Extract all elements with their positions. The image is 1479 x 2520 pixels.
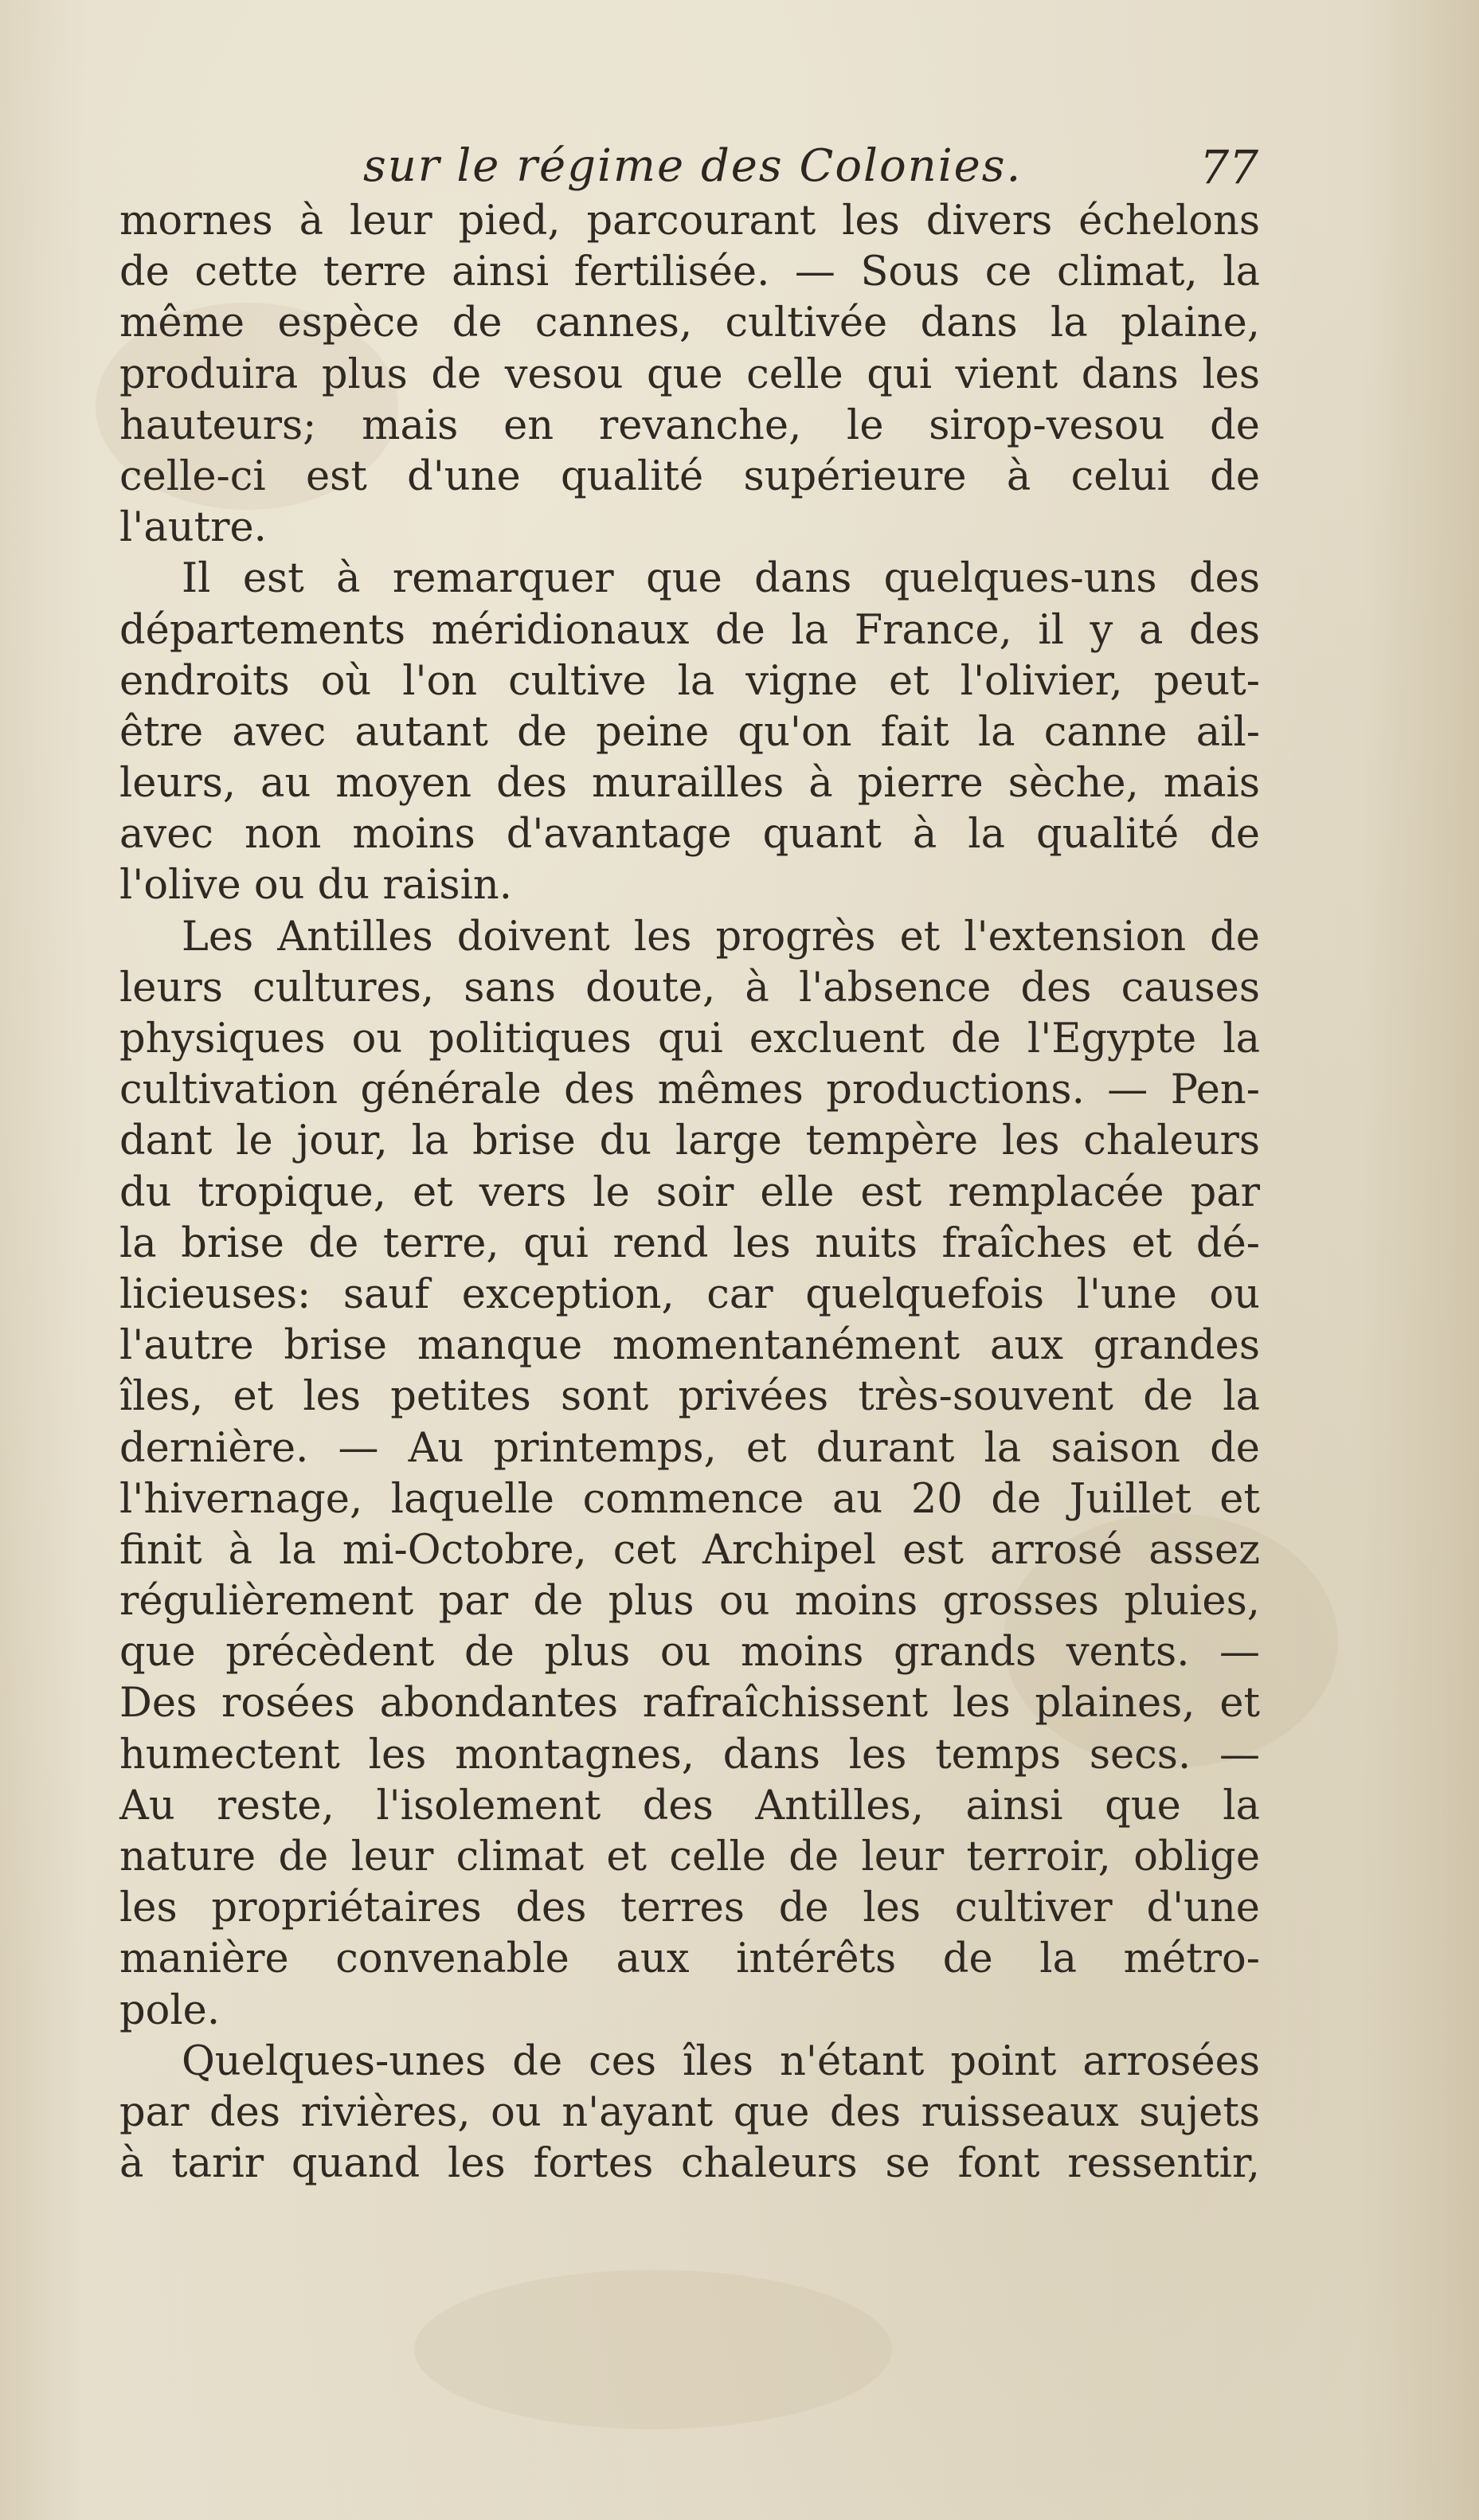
text-line: l'hivernage, laquelle commence au 20 de Juillet et [119, 1475, 1260, 1523]
text-line: dernière. — Au printemps, et durant la saison de [119, 1424, 1260, 1472]
text-line: la brise de terre, qui rend les nuits fraîches et dé- [119, 1219, 1260, 1267]
text-line: par des rivières, ou n'ayant que des ruisseaux sujets [119, 2088, 1260, 2136]
text-line: dant le jour, la brise du large tempère les chaleurs [119, 1117, 1260, 1165]
text-line: que précèdent de plus ou moins grands vents. — [119, 1629, 1260, 1677]
text-line: manière convenable aux intérêts de la métro- [119, 1935, 1260, 1983]
text-line: produira plus de vesou que celle qui vient dans les [119, 350, 1260, 398]
text-line: à tarir quand les fortes chaleurs se font ressentir, [119, 2140, 1260, 2188]
text-line: humectent les montagnes, dans les temps secs. — [119, 1731, 1260, 1778]
text-line: être avec autant de peine qu'on fait la canne ail- [119, 708, 1260, 756]
paragraph-start-line: Les Antilles doivent les progrès et l'extension de [182, 913, 1260, 961]
text-line: du tropique, et vers le soir elle est remplacée par [119, 1168, 1260, 1216]
paragraph-start-line: Quelques-unes de ces îles n'étant point arrosées [182, 2037, 1260, 2085]
text-line: l'autre brise manque momentanément aux grandes [119, 1322, 1260, 1370]
text-line: physiques ou politiques qui excluent de l'Egypte la [119, 1015, 1260, 1062]
text-line: endroits où l'on cultive la vigne et l'olivier, peut- [119, 657, 1260, 705]
text-line: même espèce de cannes, cultivée dans la plaine, [119, 299, 1260, 347]
text-line: hauteurs; mais en revanche, le sirop-vesou de [119, 401, 1260, 449]
text-line: avec non moins d'avantage quant à la qualité de [119, 811, 1260, 859]
text-line: îles, et les petites sont privées très-souvent de la [119, 1373, 1260, 1421]
body-text [119, 196, 1260, 2189]
text-line: de cette terre ainsi fertilisée. — Sous ce climat, la [119, 248, 1260, 296]
paper-stain [414, 2270, 892, 2429]
text-line: Des rosées abondantes rafraîchissent les plaines, et [119, 1680, 1260, 1728]
text-line: régulièrement par de plus ou moins grosses pluies, [119, 1578, 1260, 1626]
text-line: licieuses: sauf exception, car quelquefois l'une ou [119, 1270, 1260, 1318]
text-line: pole. [119, 1986, 221, 2034]
text-line: les propriétaires des terres de les cultiver d'une [119, 1884, 1260, 1932]
page-number: 77 [1199, 140, 1258, 194]
text-line: mornes à leur pied, parcourant les divers échelons [119, 198, 1260, 245]
text-line: cultivation générale des mêmes productions. — Pen- [119, 1066, 1260, 1114]
text-line: leurs cultures, sans doute, à l'absence des causes [119, 964, 1260, 1012]
text-line: l'olive ou du raisin. [119, 862, 512, 910]
text-line: finit à la mi-Octobre, cet Archipel est arrosé assez [119, 1526, 1260, 1574]
running-title: sur le régime des Colonies. [363, 140, 1023, 192]
text-line: nature de leur climat et celle de leur terroir, oblige [119, 1833, 1260, 1880]
text-line: départements méridionaux de la France, il y a des [119, 606, 1260, 654]
text-line: leurs, au moyen des murailles à pierre sèche, mais [119, 760, 1260, 808]
paragraph-start-line: Il est à remarquer que dans quelques-uns des [182, 555, 1260, 603]
text-line: celle-ci est d'une qualité supérieure à celui de [119, 452, 1260, 500]
page-header [119, 140, 1258, 204]
text-line: l'autre. [119, 504, 267, 552]
text-line: Au reste, l'isolement des Antilles, ainsi que la [119, 1782, 1260, 1829]
